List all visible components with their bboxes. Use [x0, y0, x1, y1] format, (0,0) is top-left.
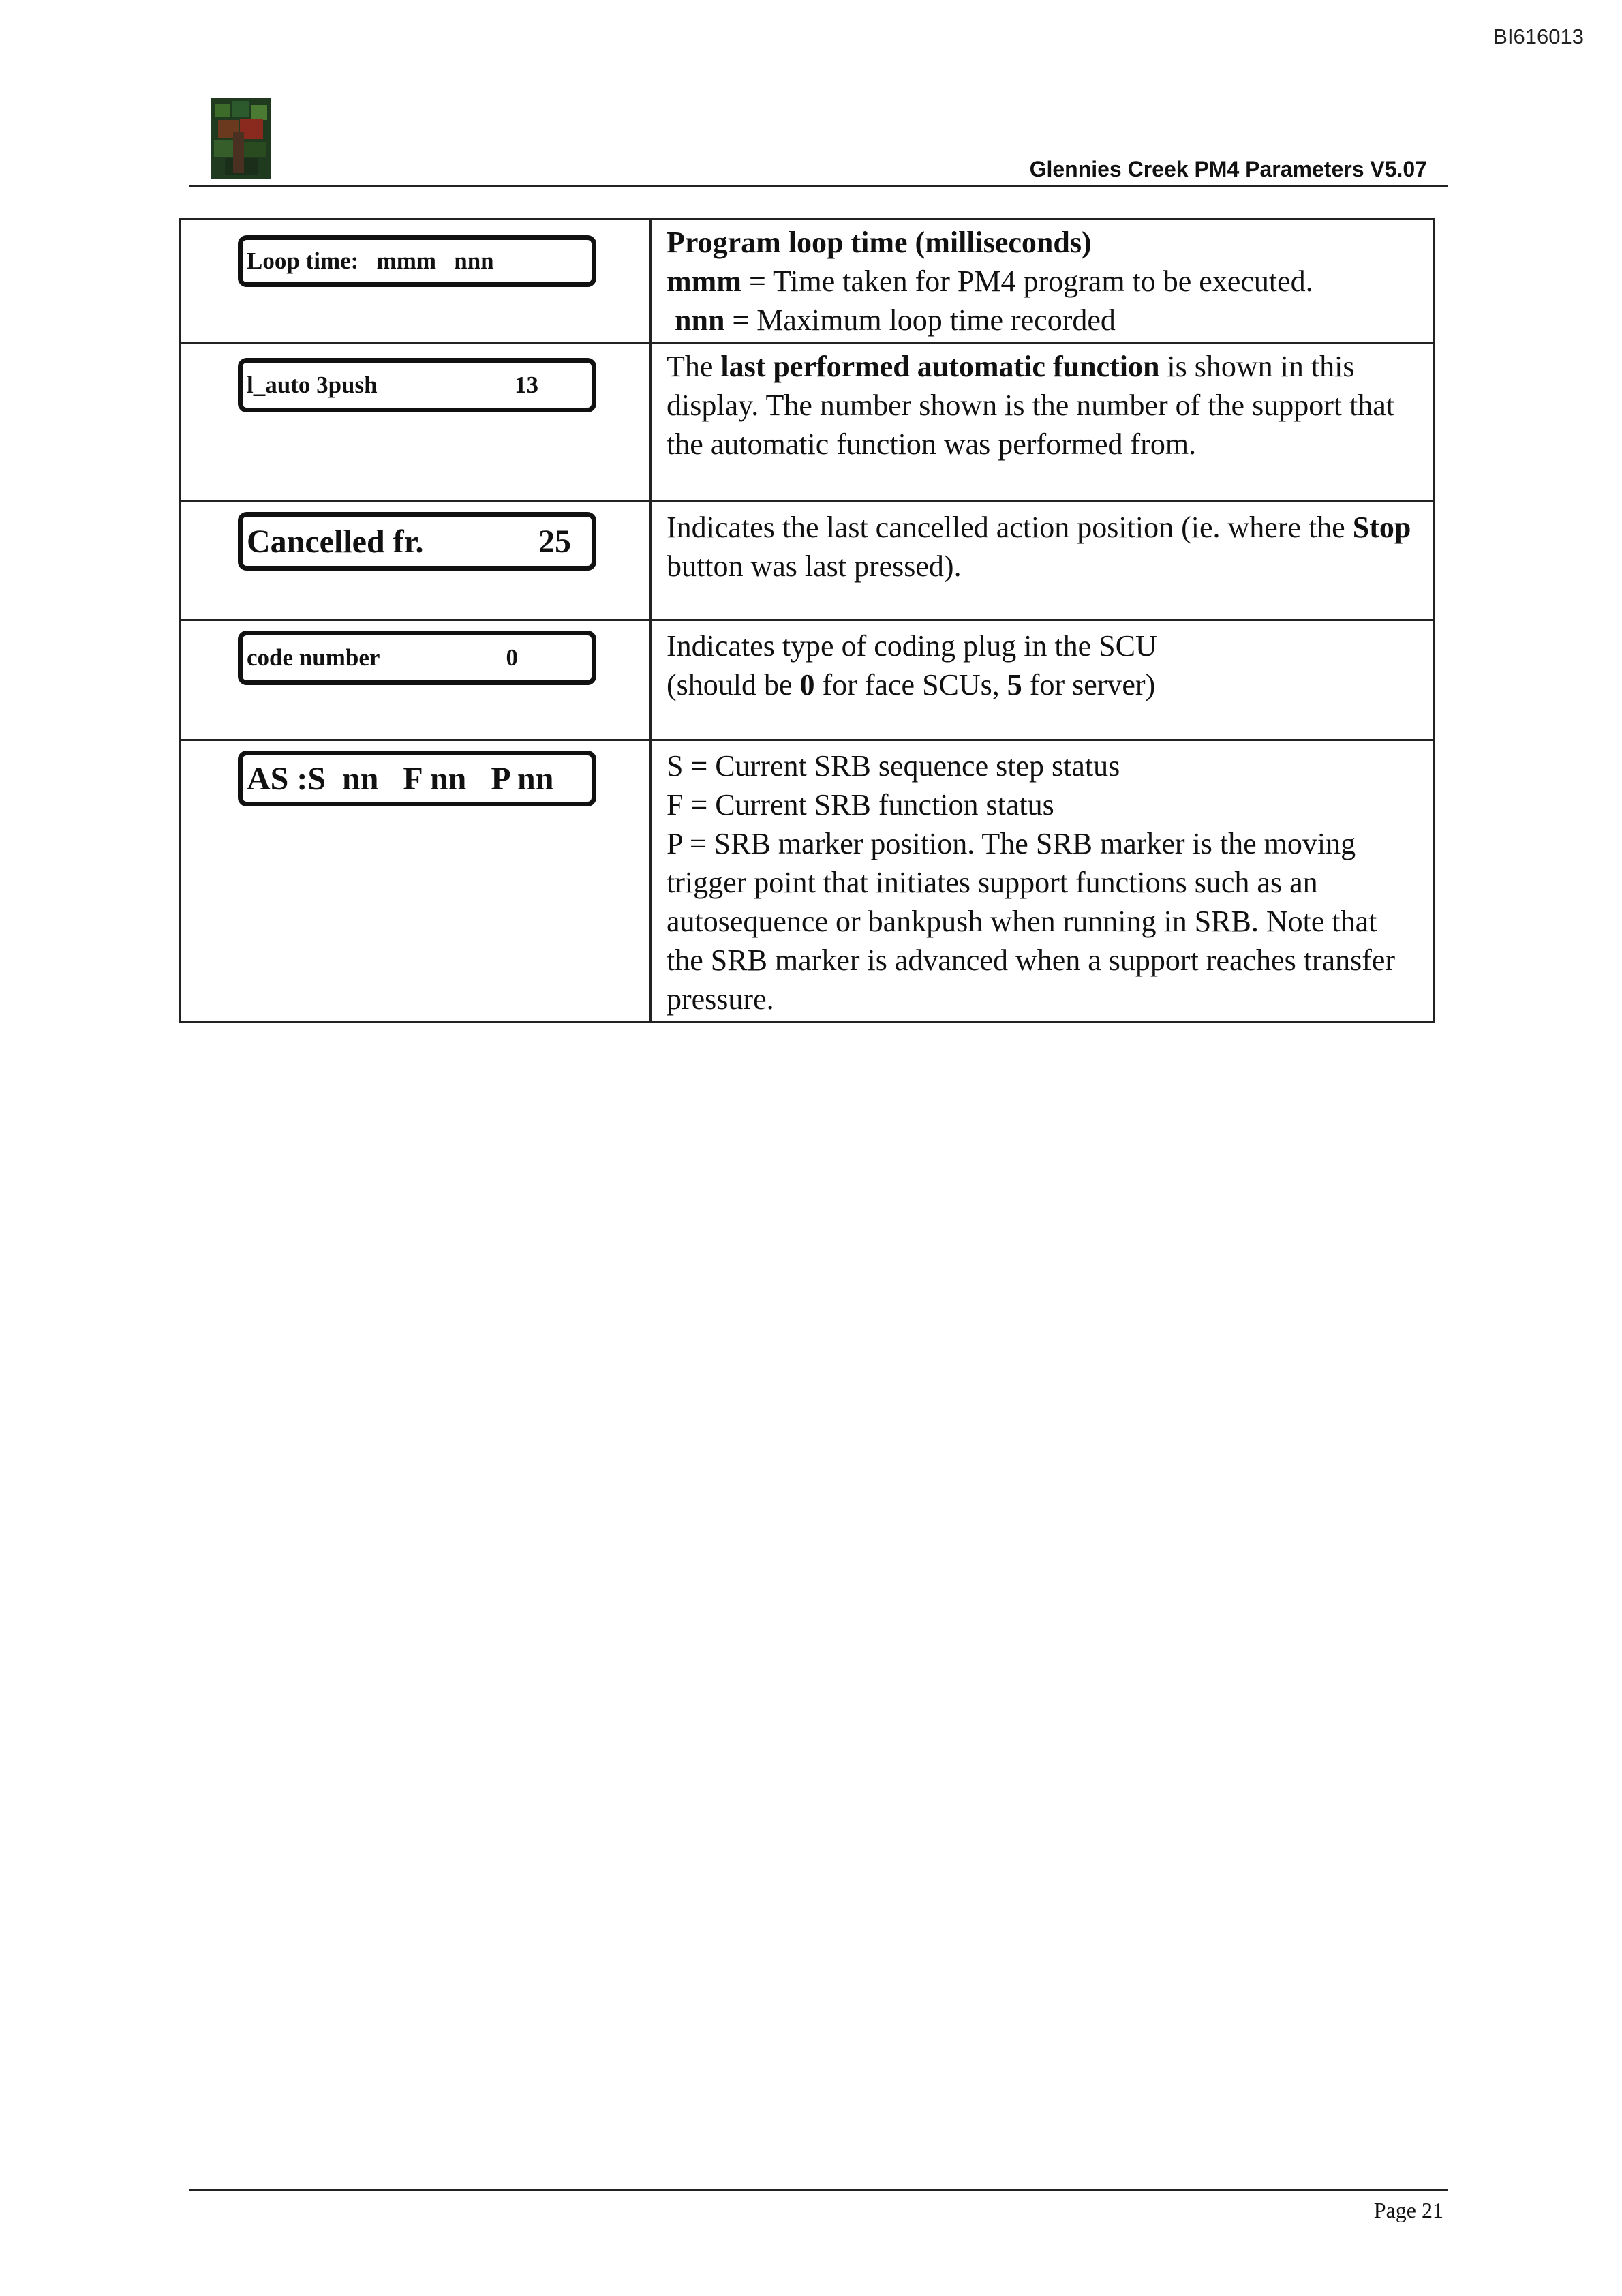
description-cell [651, 220, 1435, 344]
lcd-label: Loop time: mmm nnn [247, 247, 494, 274]
description-line: F = Current SRB function status [667, 788, 1054, 821]
header-title: Glennies Creek PM4 Parameters V5.07 [1029, 157, 1427, 181]
page-number: Page 21 [1373, 2198, 1443, 2222]
description-cell: The last performed automatic function is shown in this display. The number shown is the number of the support that the automatic function was performed from. [651, 344, 1435, 502]
description-cell [651, 620, 1435, 740]
lcd-label: code number [247, 644, 380, 671]
lcd-value: 13 [515, 372, 538, 398]
description-cell [651, 740, 1435, 1023]
display-cell [180, 620, 651, 740]
display-cell [180, 344, 651, 502]
lcd-display-loop-time [238, 235, 596, 287]
parameter-table [179, 218, 1435, 1023]
description-line: mmm = Time taken for PM4 program to be executed. [667, 265, 1313, 298]
description-line: nnn = Maximum loop time recorded [675, 303, 1116, 337]
table-row [180, 620, 1435, 740]
description-line: (should be 0 for face SCUs, 5 for server) [667, 668, 1156, 701]
table-row [180, 344, 1435, 502]
description-heading: Program loop time (milliseconds) [667, 226, 1092, 259]
lcd-value: 25 [538, 523, 571, 560]
company-logo-icon [211, 98, 271, 179]
table-row [180, 740, 1435, 1023]
description-line: Indicates type of coding plug in the SCU [667, 629, 1157, 663]
footer-divider [189, 2189, 1448, 2191]
lcd-label: Cancelled fr. [247, 523, 424, 560]
display-cell [180, 740, 651, 1023]
description-line: P = SRB marker position. The SRB marker is the moving trigger point that initiates support functions such as an autosequence or bankpush when running in SRB. Note that the SRB marker is advanced when a support reaches transfer pressure. [667, 827, 1396, 1016]
description-cell: Indicates the last cancelled action position (ie. where the Stop button was last pressed). [651, 502, 1435, 620]
table-row [180, 502, 1435, 620]
header-divider [189, 185, 1448, 187]
description-line: S = Current SRB sequence step status [667, 749, 1120, 783]
lcd-label: l_auto 3push [247, 372, 378, 398]
lcd-value: 0 [506, 644, 518, 671]
document-id: BI616013 [1493, 25, 1584, 48]
lcd-display-srb-status [238, 751, 596, 806]
lcd-display-cancelled [238, 512, 596, 571]
lcd-label: AS :S nn F nn P nn [247, 760, 554, 797]
display-cell [180, 220, 651, 344]
lcd-display-auto-push [238, 358, 596, 412]
lcd-display-code-number [238, 631, 596, 685]
display-cell [180, 502, 651, 620]
table-row [180, 220, 1435, 344]
